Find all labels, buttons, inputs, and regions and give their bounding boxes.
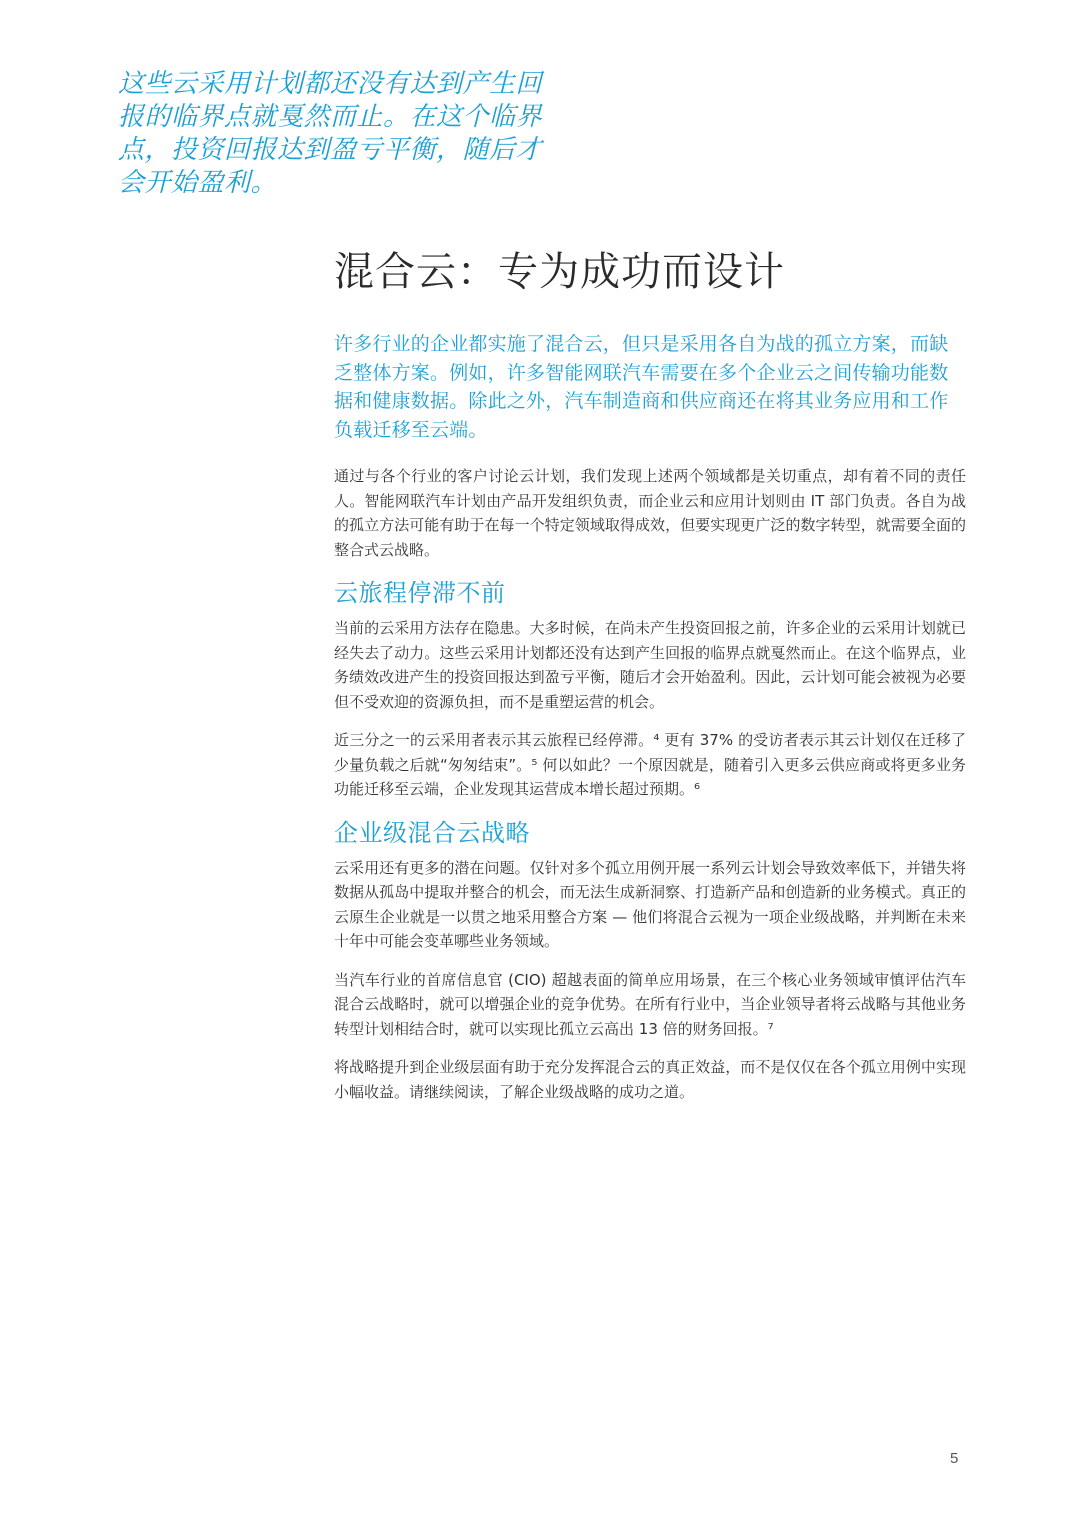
section-heading: 云旅程停滞不前 <box>334 579 506 607</box>
intro-paragraph: 通过与各个行业的客户讨论云计划，我们发现上述两个领域都是关切重点，却有着不同的责任人。智能网联汽车计划由产品开发组织负责，而企业云和应用计划则由 IT 部门负责。各自为战的孤立方法可能有助于在每一个特定领域取得成效，但要实现更广泛的数字转型，就需要全面的整合式云战略。 <box>334 467 966 559</box>
main-content <box>334 244 966 1118</box>
body-paragraph: 当汽车行业的首席信息官 (CIO) 超越表面的简单应用场景，在三个核心业务领域审慎评估汽车混合云战略时，就可以增强企业的竞争优势。在所有行业中，当企业领导者将云战略与其他业务转型计划相结合时，就可以实现比孤立云高出 13 倍的财务回报。⁷ <box>334 970 966 1038</box>
body-paragraph: 近三分之一的云采用者表示其云旅程已经停滞。⁴ 更有 37% 的受访者表示其云计划仅在迁移了少量负载之后就“匆匆结束”。⁵ 何以如此？一个原因就是，随着引入更多云供应商或将更多业务功能迁移至云端，企业发现其运营成本增长超过预期。⁶ <box>334 731 966 798</box>
page-number: 5 <box>950 1450 959 1467</box>
lead-paragraph: 许多行业的企业都实施了混合云，但只是采用各自为战的孤立方案，而缺乏整体方案。例如，许多智能网联汽车需要在多个企业云之间传输功能数据和健康数据。除此之外，汽车制造商和供应商还在将其业务应用和工作负载迁移至云端。 <box>334 333 949 441</box>
pull-quote: 这些云采用计划都还没有达到产生回报的临界点就戛然而止。在这个临界点，投资回报达到盈亏平衡，随后才会开始盈利。 <box>118 69 543 198</box>
page-title: 混合云：专为成功而设计 <box>334 249 785 295</box>
body-paragraph: 当前的云采用方法存在隐患。大多时候，在尚未产生投资回报之前，许多企业的云采用计划就已经失去了动力。这些云采用计划都还没有达到产生回报的临界点就戛然而止。在这个临界点，业务绩效改进产生的投资回报达到盈亏平衡，随后才会开始盈利。因此，云计划可能会被视为必要但不受欢迎的资源负担，而不是重塑运营的机会。 <box>334 619 966 711</box>
body-paragraph: 云采用还有更多的潜在问题。仅针对多个孤立用例开展一系列云计划会导致效率低下，并错失将数据从孤岛中提取并整合的机会，而无法生成新洞察、打造新产品和创造新的业务模式。真正的云原生企业就是一以贯之地采用整合方案 — 他们将混合云视为一项企业级战略，并判断在未来十年中可能会变革哪些业务领域。 <box>334 858 966 950</box>
section-enterprise-strategy <box>334 816 966 1105</box>
section-heading: 企业级混合云战略 <box>334 818 530 847</box>
body-paragraph: 将战略提升到企业级层面有助于充分发挥混合云的真正效益，而不是仅仅在各个孤立用例中实现小幅收益。请继续阅读，了解企业级战略的成功之道。 <box>334 1058 966 1101</box>
section-cloud-journey <box>334 576 966 802</box>
